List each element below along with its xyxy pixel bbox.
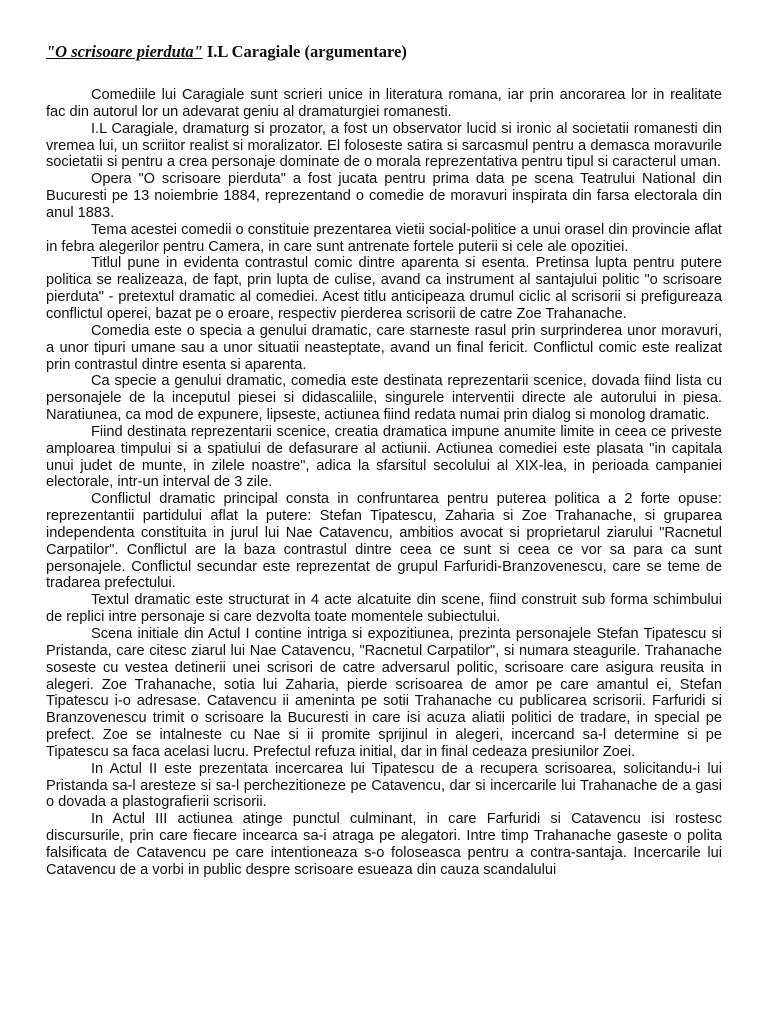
paragraph-conflict: Conflictul dramatic principal consta in confruntarea pentru puterea politica a 2 forte opuse: reprezentantii partidului aflat la putere: Stefan Tipatescu, Zaharia si Zoe Trahanache, si gruparea independenta constituita in jurul lui Nae Catavencu, ambitios avocat si proprietarul ziarului "Racnetul Carpatilor". Conflictul are la baza contrastul dintre ceea ce sunt si ceea ce vor sa para ca sunt personajele. Conflictul secundar este reprezentat de grupul Farfuridi-Branzovenescu, care se teme de tradarea prefectului. xyxy=(46,491,722,592)
title-work-name: "O scrisoare pierduta" xyxy=(46,42,203,61)
document-page xyxy=(46,42,722,879)
paragraph-act-two: In Actul II este prezentata incercarea lui Tipatescu de a recupera scrisoarea, solicitandu-i lui Pristanda sa-l aresteze si sa-l perchezitioneze pe Catavencu, dar si incercarile lui Trahanache de a gasi o dovada a plastografierii scrisorii. xyxy=(46,760,722,811)
paragraph-theme: Tema acestei comedii o constituie prezentarea vietii social-politice a unui orasel din provincie aflat in febra alegerilor pentru Camera, in care sunt antrenate fortele puterii si cele ale opozitiei. xyxy=(46,221,722,255)
title-author-subtitle: I.L Caragiale (argumentare) xyxy=(202,42,407,61)
paragraph-premiere: Opera "O scrisoare pierduta" a fost jucata pentru prima data pe scena Teatrului National din Bucuresti pe 13 noiembrie 1884, reprezentand o comedie de moravuri inspirata din farsa electorala din anul 1883. xyxy=(46,171,722,221)
paragraph-comedy-definition: Comedia este o specia a genului dramatic, care starneste rasul prin surprinderea unor moravuri, a unor tipuri umane sau a unor situatii neasteptate, avand un final fericit. Conflictul comic este realizat prin contrastul dintre esenta si aparenta. xyxy=(46,322,722,373)
paragraph-act-three: In Actul III actiunea atinge punctul culminant, in care Farfuridi si Catavencu isi rostesc discursurile, prin care fiecare incearca sa-i atraga pe alegatori. Intre timp Trahanache gaseste o polita falsificata de Catavencu pe care intentioneaza s-o foloseasca pentru a contra-santaja. Incercarile lui Catavencu de a vorbi in public despre scrisoare esueaza din cauza scandalului xyxy=(46,811,722,878)
paragraph-intro: Comediile lui Caragiale sunt scrieri unice in literatura romana, iar prin ancorarea lor in realitate fac din autorul lor un adevarat geniu al dramaturgiei romanesti. xyxy=(46,87,722,120)
paragraph-title-meaning: Titlul pune in evidenta contrastul comic dintre aparenta si esenta. Pretinsa lupta pentru putere politica se realizeaza, de fapt, prin lupta de culise, avand ca instrument al santajului politic "o scrisoare pierduta" - pretextul dramatic al comediei. Acest titlu anticipeaza drumul ciclic al scrisorii si prefigureaza conflictul operei, bazat pe o eroare, respectiv pierderea scrisorii de catre Zoe Trahanache. xyxy=(46,255,722,322)
document-body xyxy=(46,87,722,879)
paragraph-author: I.L Caragiale, dramaturg si prozator, a fost un observator lucid si ironic al societatii romanesti din vremea lui, un scriitor realist si moralizator. El foloseste satira si sarcasmul pentru a demasca moravurile societatii si pentru a crea personaje dominate de o morala reprezentativa pentru tipul si caracterul uman. xyxy=(46,120,722,171)
document-title xyxy=(46,42,722,62)
paragraph-act-one: Scena initiale din Actul I contine intriga si expozitiunea, prezinta personajele Stefan Tipatescu si Pristanda, care citesc ziarul lui Nae Catavencu, "Racnetul Carpatilor", si numara steagurile. Trahanache soseste cu vestea detinerii unei scrisori de catre adversarul politic, scrisoare care asigura reusita in alegeri. Zoe Trahanache, sotia lui Zaharia, pierde scrisoarea de amor pe care amantul ei, Stefan Tipatescu i-o adresase. Catavencu ii ameninta pe sotii Trahanache cu publicarea scrisorii. Farfuridi si Branzovenescu trimit o scrisoare la Bucuresti in care isi acuza aliatii politici de tradare, in special pe prefect. Zoe se intalneste cu Nae si ii promite sprijinul in alegeri, incercand sa-l determine si pe Tipatescu sa faca acelasi lucru. Prefectul refuza initial, dar in final cedeaza presiunilor Zoei. xyxy=(46,626,722,760)
paragraph-time-space: Fiind destinata reprezentarii scenice, creatia dramatica impune anumite limite in ceea ce priveste amploarea timpului si a spatiului de defasurare al actiunii. Actiunea comediei este plasata "in capitala unui judet de munte, in zilele noastre", adica la sfarsitul secolului al XIX-lea, in perioada campaniei electorale, intr-un interval de 3 zile. xyxy=(46,423,722,491)
paragraph-dramatic-genre: Ca specie a genului dramatic, comedia este destinata reprezentarii scenice, dovada fiind lista cu personajele de la inceputul piesei si didascaliile, singurele interventii directe ale autorului in piesa. Naratiunea, ca mod de expunere, lipseste, actiunea fiind redata numai prin dialog si monolog dramatic. xyxy=(46,373,722,424)
paragraph-structure: Textul dramatic este structurat in 4 acte alcatuite din scene, fiind construit sub forma schimbului de replici intre personaje si care dezvolta toate momentele subiectului. xyxy=(46,592,722,626)
